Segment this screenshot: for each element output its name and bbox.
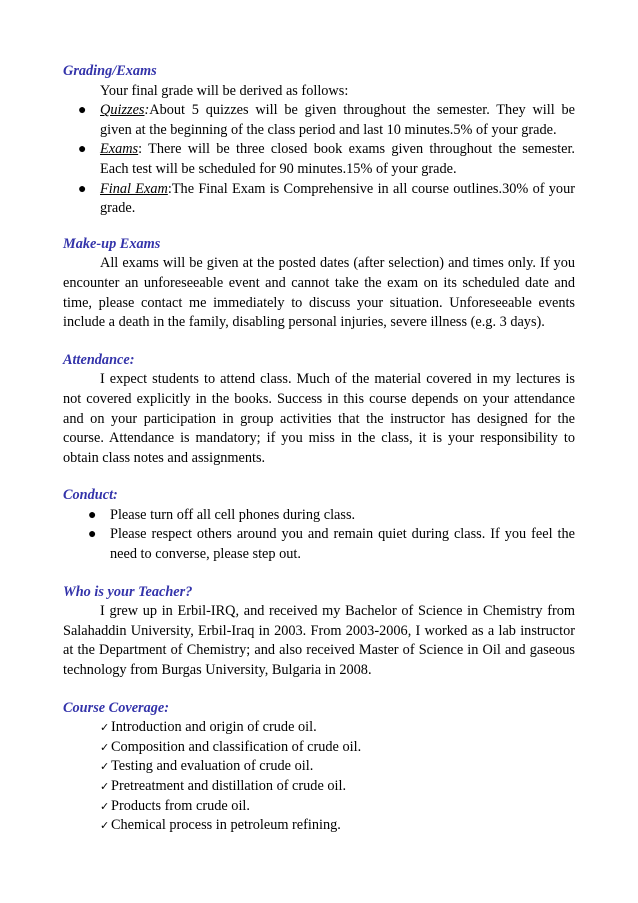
checkmark-icon: ✓ <box>100 721 110 735</box>
coverage-item-text: Pretreatment and distillation of crude oil. <box>111 778 347 794</box>
grading-term-separator: : <box>144 102 150 119</box>
grading-list <box>63 101 575 219</box>
grading-item-text: About 5 quizzes will be given throughout the semester. They will be given at the beginning of the class period and last 10 minutes.5% of your grade. <box>100 102 575 138</box>
coverage-heading: Course Coverage: <box>63 699 170 716</box>
coverage-item <box>100 718 575 738</box>
checkmark-icon: ✓ <box>100 760 110 774</box>
grading-intro: Your final grade will be derived as follows: <box>100 82 349 99</box>
bullet-dot-icon: ● <box>78 142 87 158</box>
coverage-item-text: Products from crude oil. <box>111 797 250 814</box>
makeup-paragraph: All exams will be given at the posted dates (after selection) and times only. If you encounter an unforeseeable event and cannot take the exam on its scheduled date and time, please contact me immediately to discuss your situation. Unforeseeable events include a death in the family, disabling personal injuries, severe illness (e.g. 3 days). <box>63 255 575 331</box>
grading-heading: Grading/Exams <box>63 63 157 79</box>
attendance-heading: Attendance: <box>63 351 135 368</box>
coverage-item <box>100 757 575 777</box>
grading-term-separator: : <box>167 180 172 197</box>
checkmark-icon: ✓ <box>100 740 110 754</box>
grading-term-separator: : <box>138 141 143 158</box>
attendance-paragraph: I expect students to attend class. Much of the material covered in my lectures is not covered explicitly in the books. Success in this course depends on your attendance and on your participation in group activities that the instructor has designed for the course. Attendance is mandatory; if you miss in the class, it is your responsibility to obtain class notes and assignments. <box>63 371 575 466</box>
conduct-item <box>63 525 575 564</box>
checkmark-icon: ✓ <box>100 780 110 793</box>
conduct-item <box>63 506 575 526</box>
coverage-item-text: Chemical process in petroleum refining. <box>111 817 341 834</box>
coverage-item <box>100 738 575 758</box>
conduct-heading: Conduct: <box>63 487 118 504</box>
grading-section <box>63 62 575 219</box>
grading-term: Quizzes <box>100 102 145 119</box>
conduct-item-text: Please turn off all cell phones during class. <box>110 506 356 523</box>
coverage-item-text: Testing and evaluation of crude oil. <box>111 758 314 775</box>
checkmark-icon: ✓ <box>100 819 110 833</box>
bullet-dot-icon: ● <box>88 527 97 543</box>
bullet-dot-icon: ● <box>88 507 97 523</box>
coverage-item <box>100 777 575 797</box>
conduct-section <box>63 486 575 564</box>
coverage-item <box>100 816 575 836</box>
coverage-item-text: Composition and classification of crude oil. <box>111 738 362 755</box>
grading-item-text: The Final Exam is Comprehensive in all course outlines.30% of your grade. <box>100 180 575 217</box>
coverage-item <box>100 797 575 817</box>
coverage-section <box>63 699 575 836</box>
grading-item-final-exam <box>63 180 575 219</box>
grading-item-quizzes <box>63 101 575 140</box>
conduct-list <box>63 506 575 565</box>
coverage-list <box>63 718 575 836</box>
attendance-section <box>63 351 575 469</box>
makeup-section <box>63 235 575 333</box>
document-body <box>63 62 575 854</box>
makeup-heading: Make-up Exams <box>63 235 161 252</box>
teacher-paragraph: I grew up in Erbil-IRQ, and received my Bachelor of Science in Chemistry from Salahaddin University, Erbil-Iraq in 2003. From 2003-2006, I worked as a lab instructor at the Department of Chemistry; and also received Master of Science in Oil and gaseous technology from Burgas University, Bulgaria in 2008. <box>63 603 575 679</box>
grading-term: Final Exam <box>100 180 168 197</box>
teacher-section <box>63 583 575 681</box>
bullet-dot-icon: ● <box>78 181 87 197</box>
teacher-heading: Who is your Teacher? <box>63 583 193 600</box>
bullet-dot-icon: ● <box>78 103 87 119</box>
conduct-item-text: Please respect others around you and remain quiet during class. If you feel the need to converse, please step out. <box>110 526 575 563</box>
grading-term: Exams <box>100 141 139 158</box>
checkmark-icon: ✓ <box>100 799 110 813</box>
grading-item-exams <box>63 140 575 179</box>
coverage-item-text: Introduction and origin of crude oil. <box>111 719 317 736</box>
grading-item-text: There will be three closed book exams given throughout the semester. Each test will be scheduled for 90 minutes.15% of your grade. <box>100 141 575 177</box>
